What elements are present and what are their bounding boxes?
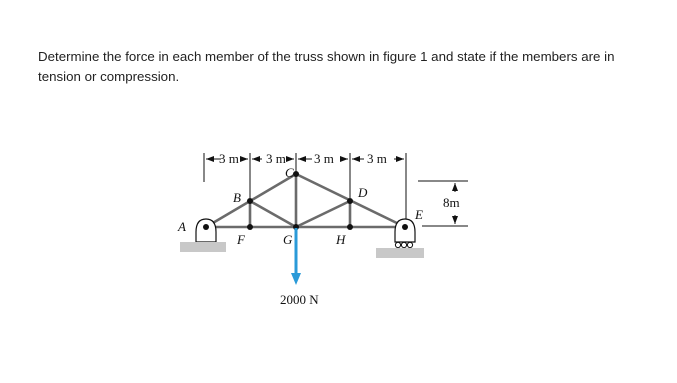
node-label-a: A: [178, 219, 186, 234]
node-label-c: C: [285, 165, 294, 180]
dim-label-2: 3 m: [266, 151, 286, 166]
dim-label-4: 3 m: [367, 151, 387, 166]
question-line-1: Determine the force in each member of the truss shown in figure 1 and state if the members are in: [38, 49, 615, 64]
node-label-e: E: [415, 207, 423, 222]
node-label-g: G: [283, 232, 293, 247]
question-line-2: tension or compression.: [38, 69, 180, 84]
node-label-h: H: [336, 232, 346, 247]
load-label: 2000 N: [280, 292, 319, 307]
roller-support-right: [376, 219, 424, 258]
load-arrow: [291, 228, 301, 285]
height-label: 8m: [443, 195, 460, 210]
node-label-b: B: [233, 190, 241, 205]
dim-label-1: 3 m: [219, 151, 239, 166]
node-label-f: F: [237, 232, 245, 247]
pin-support-left: [180, 219, 226, 252]
dim-label-3: 3 m: [314, 151, 334, 166]
node-label-d: D: [358, 185, 368, 200]
